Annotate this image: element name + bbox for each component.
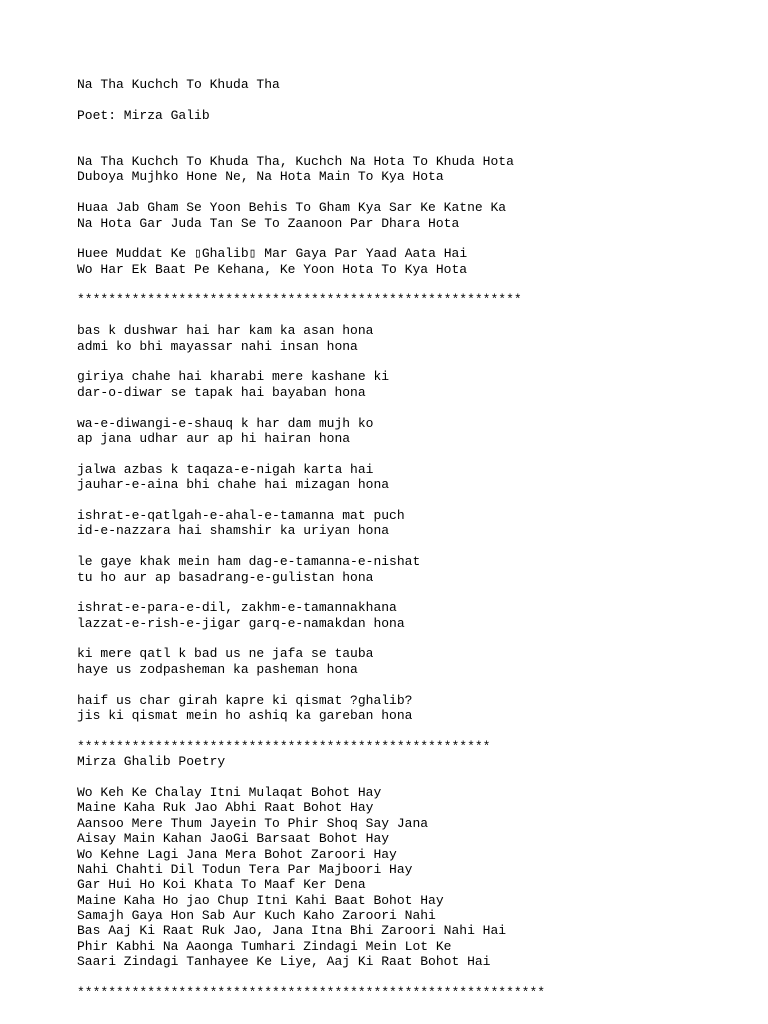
text-line: tu ho aur ap basadrang-e-gulistan hona bbox=[77, 569, 374, 585]
text-line: Maine Kaha Ruk Jao Abhi Raat Bohot Hay bbox=[77, 800, 374, 816]
text-line: le gaye khak mein ham dag-e-tamanna-e-nishat bbox=[77, 554, 421, 570]
blank-line bbox=[77, 123, 757, 138]
text-line: ap jana udhar aur ap hi hairan hona bbox=[77, 430, 351, 446]
blank-line bbox=[77, 493, 757, 508]
blank-line bbox=[77, 308, 757, 323]
separator-line: ************************************************************ bbox=[77, 985, 546, 1001]
text-line: Na Tha Kuchch To Khuda Tha, Kuchch Na Hota To Khuda Hota bbox=[77, 153, 514, 169]
blank-line bbox=[77, 677, 757, 692]
text-line: Gar Hui Ho Koi Khata To Maaf Ker Dena bbox=[77, 877, 366, 893]
blank-line bbox=[77, 446, 757, 461]
text-line: admi ko bhi mayassar nahi insan hona bbox=[77, 338, 358, 354]
text-line: ishrat-e-para-e-dil, zakhm-e-tamannakhana bbox=[77, 600, 397, 616]
text-line: lazzat-e-rish-e-jigar garq-e-namakdan hona bbox=[77, 615, 405, 631]
text-line: haye us zodpasheman ka pasheman hona bbox=[77, 661, 358, 677]
text-line: Huee Muddat Ke ▯Ghalib▯ Mar Gaya Par Yaad Aata Hai bbox=[77, 246, 468, 262]
text-line: Aisay Main Kahan JaoGi Barsaat Bohot Hay bbox=[77, 831, 390, 847]
text-line: Bas Aaj Ki Raat Ruk Jao, Jana Itna Bhi Zaroori Nahi Hai bbox=[77, 923, 507, 939]
text-line: haif us char girah kapre ki qismat ?ghalib? bbox=[77, 692, 413, 708]
text-line: ishrat-e-qatlgah-e-ahal-e-tamanna mat puch bbox=[77, 507, 405, 523]
document-page bbox=[77, 77, 757, 1000]
text-line: Wo Har Ek Baat Pe Kehana, Ke Yoon Hota To Kya Hota bbox=[77, 261, 468, 277]
separator-line: ***************************************************** bbox=[77, 738, 491, 754]
text-line: Duboya Mujhko Hone Ne, Na Hota Main To Kya Hota bbox=[77, 169, 444, 185]
text-line: Wo Keh Ke Chalay Itni Mulaqat Bohot Hay bbox=[77, 784, 382, 800]
blank-line bbox=[77, 770, 757, 785]
separator-line: ********************************************************* bbox=[77, 292, 522, 308]
blank-line bbox=[77, 631, 757, 646]
blank-line bbox=[77, 970, 757, 985]
text-line: jauhar-e-aina bhi chahe hai mizagan hona bbox=[77, 477, 390, 493]
text-line: giriya chahe hai kharabi mere kashane ki bbox=[77, 369, 390, 385]
text-line: Saari Zindagi Tanhayee Ke Liye, Aaj Ki Raat Bohot Hai bbox=[77, 954, 491, 970]
blank-line bbox=[77, 539, 757, 554]
blank-line bbox=[77, 354, 757, 369]
text-line: jis ki qismat mein ho ashiq ka gareban hona bbox=[77, 708, 413, 724]
blank-line bbox=[77, 185, 757, 200]
text-line: Aansoo Mere Thum Jayein To Phir Shoq Say Jana bbox=[77, 815, 429, 831]
text-line: Nahi Chahti Dil Todun Tera Par Majboori Hay bbox=[77, 861, 413, 877]
blank-line bbox=[77, 400, 757, 415]
blank-line bbox=[77, 92, 757, 107]
blank-line bbox=[77, 231, 757, 246]
blank-line bbox=[77, 585, 757, 600]
text-line: Mirza Ghalib Poetry bbox=[77, 754, 226, 770]
text-line: wa-e-diwangi-e-shauq k har dam mujh ko bbox=[77, 415, 374, 431]
text-line: Na Hota Gar Juda Tan Se To Zaanoon Par Dhara Hota bbox=[77, 215, 460, 231]
text-line: ki mere qatl k bad us ne jafa se tauba bbox=[77, 646, 374, 662]
text-line: id-e-nazzara hai shamshir ka uriyan hona bbox=[77, 523, 390, 539]
text-line: Phir Kabhi Na Aaonga Tumhari Zindagi Mein Lot Ke bbox=[77, 938, 452, 954]
text-line: dar-o-diwar se tapak hai bayaban hona bbox=[77, 384, 366, 400]
text-line: Huaa Jab Gham Se Yoon Behis To Gham Kya Sar Ke Katne Ka bbox=[77, 200, 507, 216]
blank-line bbox=[77, 723, 757, 738]
blank-line bbox=[77, 277, 757, 292]
text-line: Na Tha Kuchch To Khuda Tha bbox=[77, 77, 280, 92]
text-line: bas k dushwar hai har kam ka asan hona bbox=[77, 323, 374, 339]
text-line: Wo Kehne Lagi Jana Mera Bohot Zaroori Hay bbox=[77, 846, 397, 862]
text-line: jalwa azbas k taqaza-e-nigah karta hai bbox=[77, 461, 374, 477]
text-line: Samajh Gaya Hon Sab Aur Kuch Kaho Zaroori Nahi bbox=[77, 908, 436, 924]
blank-line bbox=[77, 139, 757, 154]
text-line: Poet: Mirza Galib bbox=[77, 107, 210, 123]
text-line: Maine Kaha Ho jao Chup Itni Kahi Baat Bohot Hay bbox=[77, 892, 444, 908]
